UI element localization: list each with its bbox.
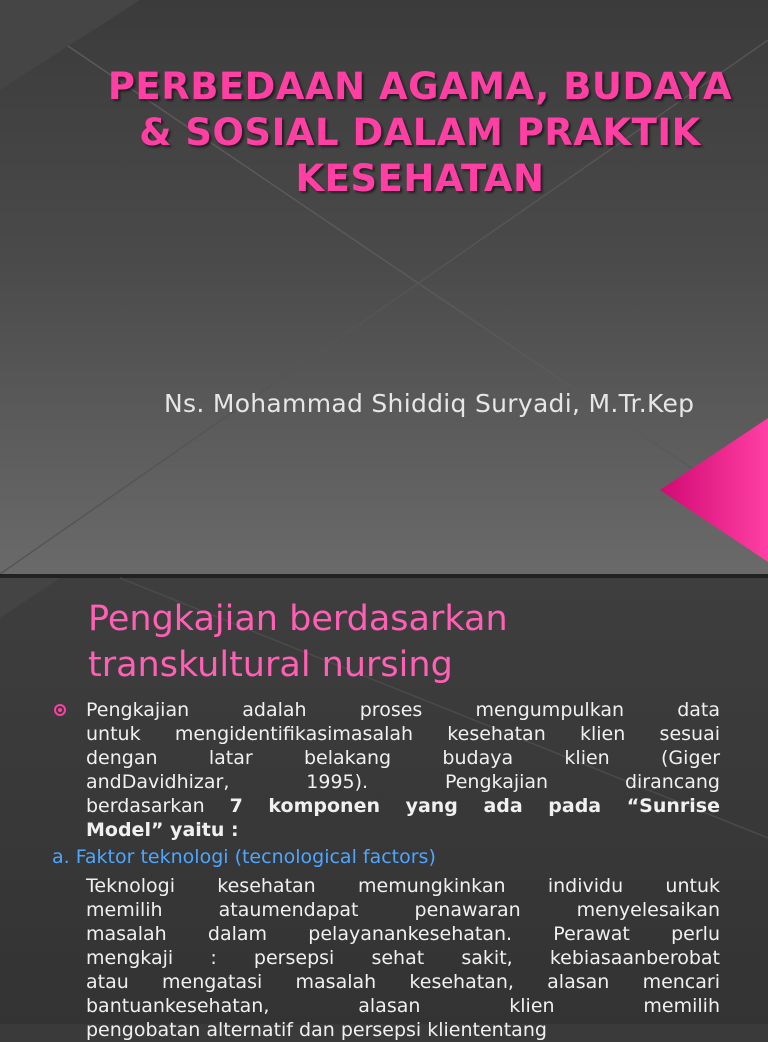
slide-heading (88, 596, 728, 688)
text-line: atau mengatasi masalah kesehatan, alasan mencari (86, 971, 720, 993)
heading-line: Pengkajian berdasarkan (88, 599, 508, 639)
text-line (86, 794, 720, 818)
bullet-paragraph (86, 698, 720, 842)
text-line (86, 818, 720, 842)
title-line: PERBEDAAN AGAMA, BUDAYA (107, 65, 733, 108)
text-bold: 7 komponen yang ada pada “Sunrise (229, 795, 720, 817)
text-normal: berdasarkan (86, 795, 230, 817)
title-line: & SOSIAL DALAM PRAKTIK (139, 111, 701, 154)
text-line: untuk mengidentifikasimasalah kesehatan klien sesuai (86, 723, 720, 745)
slide-title (80, 64, 760, 202)
corner-shape (0, 578, 60, 618)
content-slide (0, 578, 768, 1041)
heading-line: transkultural nursing (88, 645, 453, 685)
text-bold: Model” yaitu : (86, 819, 239, 841)
text-line: Teknologi kesehatan memungkinkan individu untuk (86, 875, 720, 897)
text-line: Pengkajian adalah proses mengumpulkan data (86, 699, 720, 721)
subheading: a. Faktor teknologi (tecnological factors) (52, 846, 436, 868)
text-line: andDavidhizar, 1995). Pengkajian dirancang (86, 771, 720, 793)
text-line: masalah dalam pelayanankesehatan. Perawat perlu (86, 923, 720, 945)
body-paragraph (86, 874, 720, 1042)
bullet-circle-icon (54, 704, 66, 716)
author-name: Ns. Mohammad Shiddiq Suryadi, M.Tr.Kep (164, 389, 695, 418)
text-line: pengobatan alternatif dan persepsi kliententang (86, 1019, 547, 1041)
text-line: dengan latar belakang budaya klien (Giger (86, 747, 720, 769)
title-line: KESEHATAN (295, 157, 545, 200)
text-line: mengkaji : persepsi sehat sakit, kebiasaanberobat (86, 947, 720, 969)
text-line: memilih ataumendapat penawaran menyelesaikan (86, 899, 720, 921)
text-line: bantuankesehatan, alasan klien memilih (86, 995, 720, 1017)
pink-triangle-accent (660, 418, 768, 562)
